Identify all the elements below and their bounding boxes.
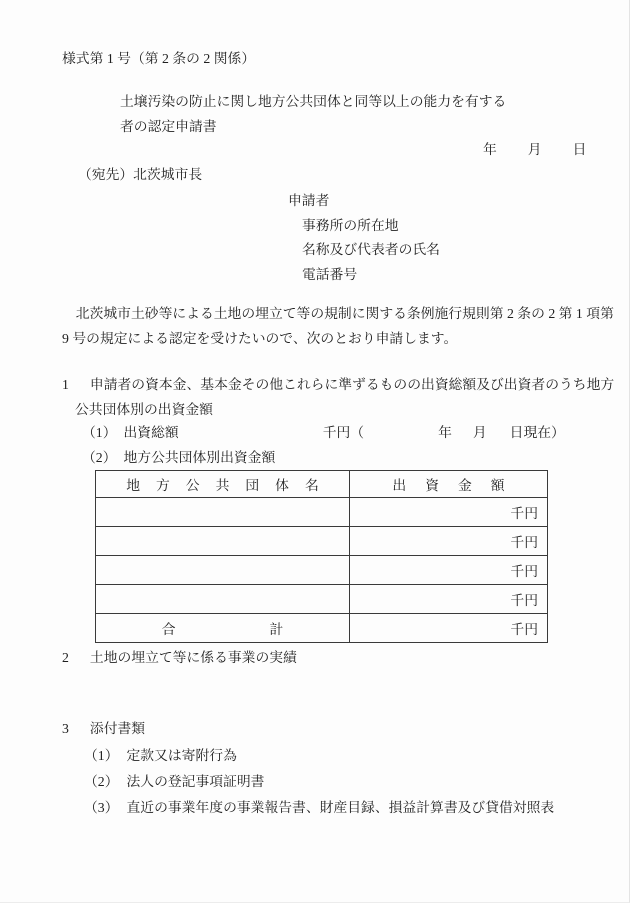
subsection-1-2-number: （2）: [82, 450, 117, 465]
statement-line-2: 9 号の規定による認定を受けたいので、次のとおり申請します。: [62, 331, 458, 346]
section-3-heading-text: 添付書類: [89, 721, 146, 736]
section-2-heading: [62, 646, 297, 666]
attachment-item-1-number: （1）: [84, 748, 119, 763]
document-title: [120, 89, 506, 139]
attachment-list: [84, 743, 554, 821]
applicant-field-phone: 電話番号: [302, 266, 358, 282]
subsection-1-1-label: 出資総額: [123, 425, 179, 440]
attachment-item-2-number: （2）: [84, 773, 119, 789]
investment-table-container: [95, 470, 548, 643]
amount-cell: 千円: [350, 585, 548, 614]
applicant-field-name-representative: 名称及び代表者の氏名: [302, 242, 440, 258]
subsection-1-1-total-investment: [82, 421, 565, 441]
section-2-number: 2: [62, 650, 69, 665]
applicant-block: [288, 189, 440, 287]
statement-line-1: 北茨城市土砂等による土地の埋立て等の規制に関する条例施行規則第 2 条の 2 第 1 項第: [62, 306, 614, 321]
attachment-item-3-number: （3）: [84, 799, 119, 815]
section-1-heading: [62, 372, 614, 422]
applicant-label: 申請者: [288, 193, 330, 208]
total-label-cell: 合計: [96, 614, 350, 643]
investment-table: [95, 470, 548, 643]
subsection-1-2-label: 地方公共団体別出資金額: [123, 450, 276, 465]
attachment-item-3-label: 直近の事業年度の事業報告書、財産目録、損益計算書及び貸借対照表: [126, 799, 555, 815]
table-row: [96, 556, 548, 585]
applicant-field-office-address: 事務所の所在地: [302, 217, 399, 233]
amount-cell: 千円: [350, 556, 548, 585]
subsection-1-1-year: 年: [438, 425, 452, 440]
table-row: [96, 585, 548, 614]
municipality-name-cell-empty: [96, 585, 350, 614]
date-blank-line: 年月日: [483, 142, 618, 157]
attachment-item-3: [84, 795, 554, 821]
attachment-item-2: [84, 769, 554, 795]
table-row: [96, 527, 548, 556]
subsection-1-1-month: 月: [472, 425, 487, 440]
total-amount-cell: 千円: [350, 614, 548, 643]
subsection-1-1-number: （1）: [82, 425, 117, 440]
header-cell-investment-amount: 出資金額: [350, 471, 548, 498]
section-3-number: 3: [62, 721, 69, 736]
section-2-heading-text: 土地の埋立て等に係る事業の実績: [89, 650, 297, 665]
amount-cell: 千円: [350, 527, 548, 556]
table-total-row: [96, 614, 548, 643]
section-3-heading: [62, 717, 145, 737]
municipality-name-cell-empty: [96, 556, 350, 585]
section-1-heading-text: 申請者の資本金、基本金その他これらに準ずるものの出資総額及び出資者のうち地方: [89, 377, 615, 392]
municipality-name-cell-empty: [96, 498, 350, 527]
table-row: [96, 498, 548, 527]
header-cell-municipality-name: 地方公共団体名: [96, 471, 350, 498]
investment-table-header-row: [96, 471, 548, 498]
attachment-item-1: [84, 743, 554, 769]
attachment-item-1-label: 定款又は寄附行為: [126, 748, 237, 763]
addressee-line: （宛先）北茨城市長: [78, 167, 203, 182]
form-number: 様式第 1 号（第 2 条の 2 関係）: [62, 51, 256, 66]
subsection-1-1-day: 日現在）: [509, 425, 565, 440]
section-1-heading-line-1: [62, 372, 614, 397]
amount-cell: 千円: [350, 498, 548, 527]
subsection-1-2-per-municipality: [82, 446, 275, 466]
attachment-item-2-label: 法人の登記事項証明書: [126, 773, 265, 789]
document-title-line-1: 土壌汚染の防止に関し地方公共団体と同等以上の能力を有する: [120, 94, 507, 109]
application-statement: [62, 301, 614, 351]
section-1-number: 1: [62, 377, 69, 392]
subsection-1-1-unit: 千円（: [322, 425, 365, 440]
section-1-heading-line-2: 公共団体別の出資金額: [75, 402, 213, 417]
municipality-name-cell-empty: [96, 527, 350, 556]
document-title-line-2: 者の認定申請書: [120, 119, 217, 134]
